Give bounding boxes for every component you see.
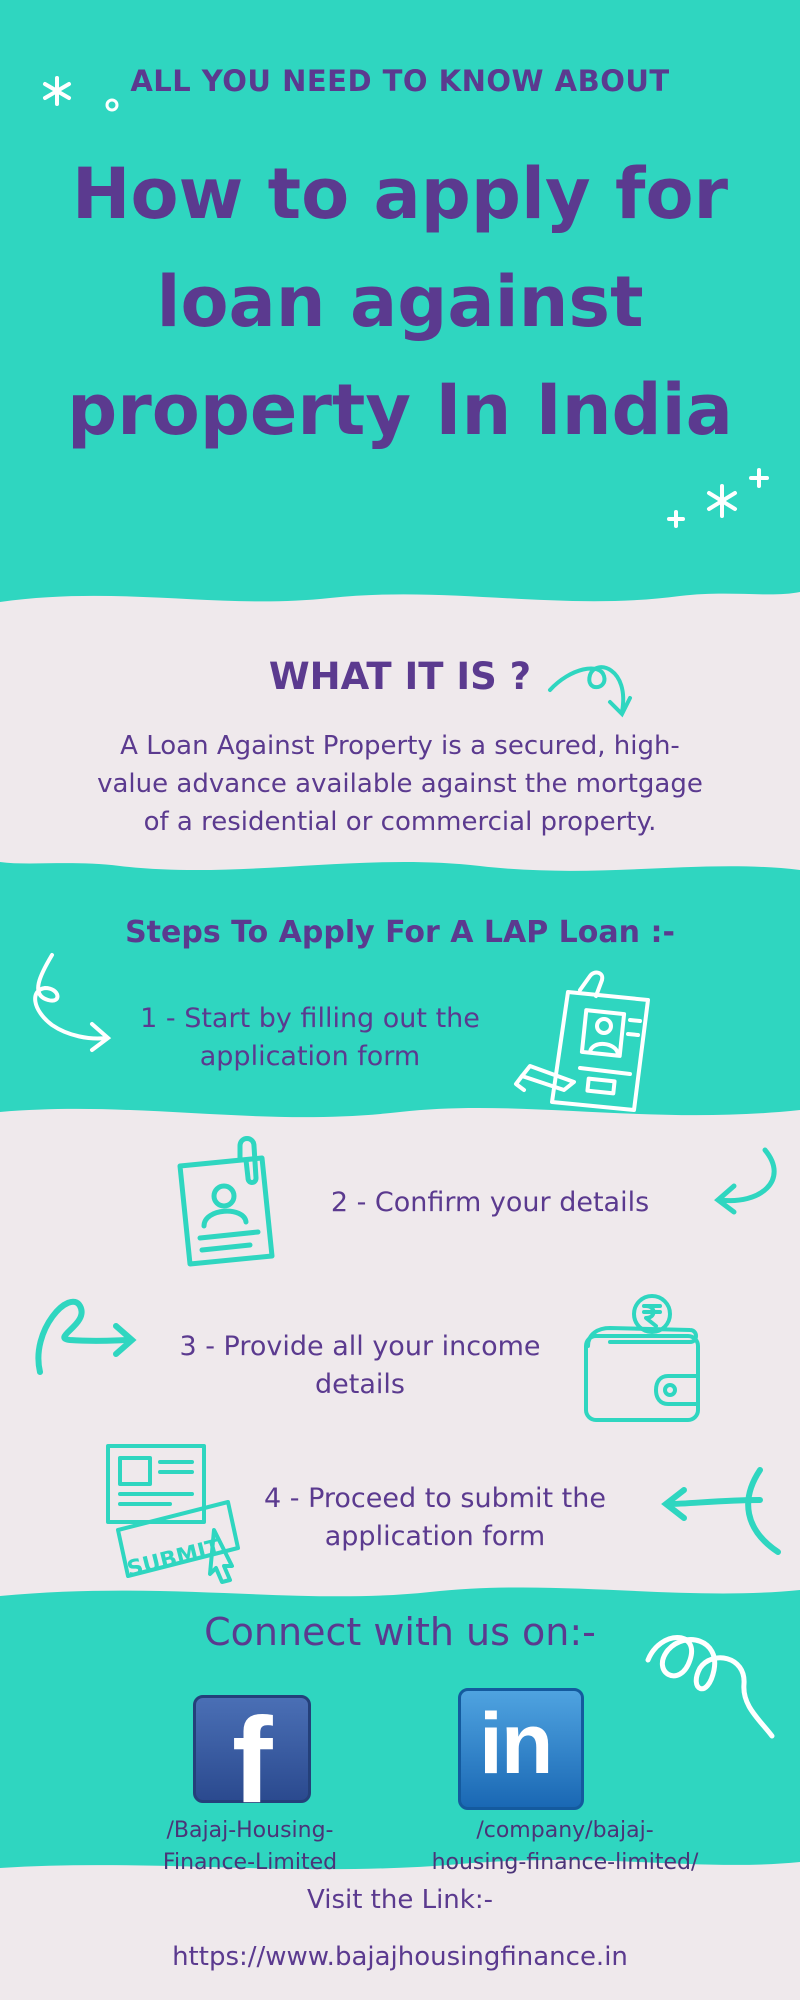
visit-label: Visit the Link:- (307, 1885, 493, 1915)
what-heading: WHAT IT IS ? (268, 655, 532, 698)
step-4-line-1: 4 - Proceed to submit the (264, 1483, 606, 1514)
visit-url-link[interactable]: https://www.bajajhousingfinance.in (172, 1942, 628, 1972)
facebook-handle-line-1: /Bajaj-Housing- (166, 1818, 334, 1843)
what-line-2: value advance available against the mortgage (97, 769, 703, 799)
facebook-glyph: f (232, 1692, 273, 1828)
facebook-handle-link[interactable] (100, 1815, 400, 1879)
step-1-line-1: 1 - Start by filling out the (140, 1003, 480, 1034)
title-line-3: property In India (67, 369, 733, 451)
step-2-text (300, 1184, 680, 1222)
submit-stamp-glyph: SUBMIT (124, 1535, 224, 1583)
what-line-3: of a residential or commercial property. (143, 807, 657, 837)
title-line-1: How to apply for (71, 153, 729, 235)
linkedin-logo-icon[interactable] (458, 1688, 584, 1810)
facebook-handle-line-2: Finance-Limited (162, 1850, 338, 1875)
step-3-line-1: 3 - Provide all your income (179, 1331, 541, 1362)
step-4-line-2: application form (324, 1521, 546, 1552)
application-form-icon (516, 973, 648, 1110)
linkedin-glyph: in (479, 1696, 552, 1792)
step-4-text (235, 1480, 635, 1556)
eyebrow-text: ALL YOU NEED TO KNOW ABOUT (130, 64, 670, 98)
step-1-text (110, 1000, 510, 1076)
connect-heading: Connect with us on:- (204, 1610, 596, 1654)
what-line-1: A Loan Against Property is a secured, high- (120, 731, 680, 761)
step-3-text (150, 1328, 570, 1404)
linkedin-handle-line-2: housing-finance-limited/ (431, 1850, 699, 1875)
step-2-line-1: 2 - Confirm your details (330, 1187, 650, 1218)
curly-arrow-step1-icon (35, 955, 108, 1050)
linkedin-handle-link[interactable] (395, 1815, 735, 1879)
step-3-line-2: details (315, 1369, 405, 1400)
page-title (40, 140, 760, 464)
linkedin-handle-line-1: /company/bajaj- (476, 1818, 654, 1843)
what-description (60, 727, 740, 841)
facebook-logo-icon[interactable] (193, 1692, 311, 1828)
title-line-2: loan against (156, 261, 644, 343)
sparkle-right-icon (669, 470, 767, 526)
steps-heading: Steps To Apply For A LAP Loan :- (125, 915, 675, 950)
step-1-line-2: application form (199, 1041, 421, 1072)
light-band-visit (0, 1860, 800, 2000)
